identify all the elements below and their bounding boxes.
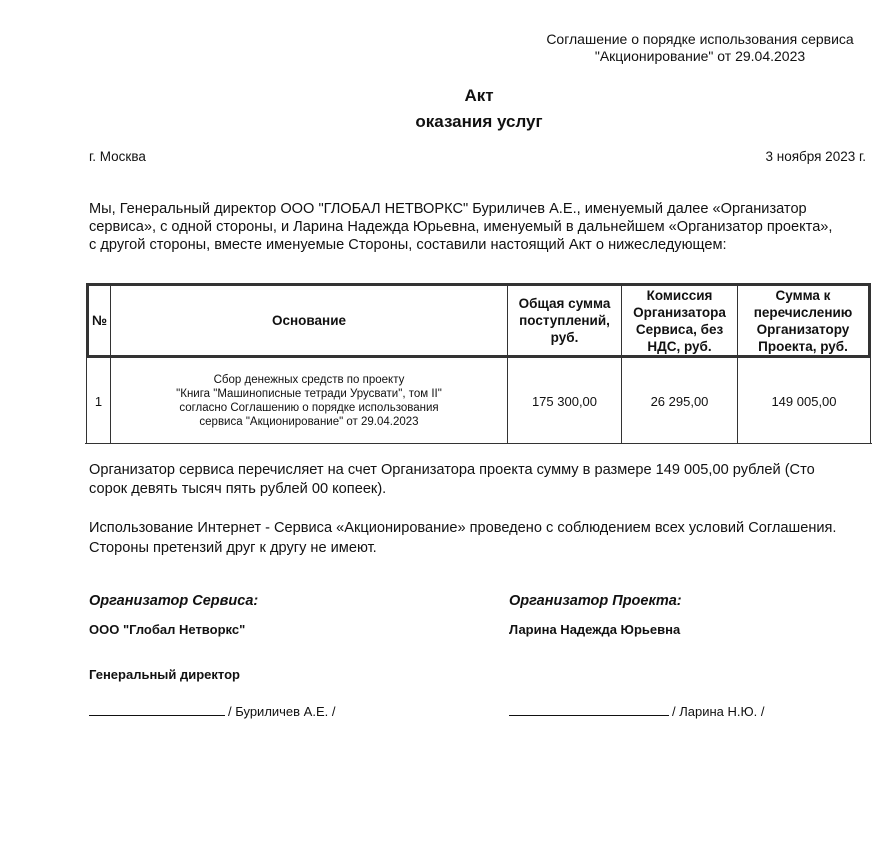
transfer-paragraph xyxy=(89,461,879,499)
agreement-reference-line1: Соглашение о порядке использования сервиса xyxy=(546,31,854,47)
header-line: поступлений, xyxy=(519,313,610,328)
row-total: 175 300,00 xyxy=(531,393,598,409)
agreement-reference-line2: "Акционирование" от 29.04.2023 xyxy=(594,48,806,64)
intro-line: с другой стороны, вместе именуемые Стороны, составили настоящий Акт о нижеследующем: xyxy=(89,237,727,253)
header-line: Организатора xyxy=(633,304,726,320)
service-organizer-heading: Организатор Сервиса: xyxy=(89,593,259,609)
paragraph-line: Организатор сервиса перечисляет на счет Организатора проекта сумму в размере 149 005,00 рублей (Сто xyxy=(89,462,815,478)
paragraph-line: сорок девять тысяч пять рублей 00 копеек). xyxy=(89,481,387,497)
document-place: г. Москва xyxy=(89,149,146,164)
intro-paragraph xyxy=(89,200,879,254)
column-header-basis: Основание xyxy=(272,313,346,328)
service-organizer-name: ООО "Глобал Нетворкс" xyxy=(89,622,246,637)
table-right-border xyxy=(870,358,871,444)
header-line: Сервиса, без xyxy=(635,321,724,337)
basis-line: сервиса "Акционирование" от 29.04.2023 xyxy=(199,416,419,428)
service-signer: / Буриличев А.Е. / xyxy=(228,704,336,719)
signature-blank xyxy=(89,702,225,716)
compliance-paragraph xyxy=(89,518,879,558)
header-line: перечислению xyxy=(753,304,853,320)
column-header-payout xyxy=(738,286,868,355)
header-line: руб. xyxy=(550,330,579,345)
header-line: Организатору xyxy=(756,321,850,337)
row-payout: 149 005,00 xyxy=(771,393,837,409)
column-header-total xyxy=(508,286,621,355)
project-signature-line xyxy=(509,702,764,719)
document-date: 3 ноября 2023 г. xyxy=(765,149,866,164)
service-organizer-position: Генеральный директор xyxy=(89,667,240,682)
intro-line: сервиса», с одной стороны, и Ларина Надежда Юрьевна, именуемый в дальнейшем «Организатор проекта», xyxy=(89,219,833,235)
header-line: Общая сумма xyxy=(518,296,611,311)
basis-line: согласно Соглашению о порядке использования xyxy=(179,402,439,414)
document-title: Акт xyxy=(464,86,494,105)
basis-line: Сбор денежных средств по проекту xyxy=(213,374,405,386)
header-line: Проекта, руб. xyxy=(758,338,848,354)
intro-line: Мы, Генеральный директор ООО "ГЛОБАЛ НЕТВОРКС" Буриличев А.Е., именуемый далее «Организатор xyxy=(89,201,807,217)
row-number: 1 xyxy=(94,393,103,409)
paragraph-line: Использование Интернет - Сервиса «Акционирование» проведено с соблюдением всех условий Соглашения. xyxy=(89,520,837,536)
signature-blank xyxy=(509,702,669,716)
project-organizer-name: Ларина Надежда Юрьевна xyxy=(509,622,681,637)
header-line: НДС, руб. xyxy=(647,338,712,354)
project-organizer-heading: Организатор Проекта: xyxy=(509,593,682,609)
paragraph-line: Стороны претензий друг к другу не имеют. xyxy=(89,540,377,556)
column-header-number: № xyxy=(91,313,108,328)
header-line: Сумма к xyxy=(775,287,831,303)
project-signer: / Ларина Н.Ю. / xyxy=(672,704,765,719)
agreement-reference xyxy=(520,31,880,65)
document-subtitle: оказания услуг xyxy=(415,112,543,131)
basis-line: "Книга "Машинописные тетради Урусвати", том II" xyxy=(176,388,442,400)
header-line: Комиссия xyxy=(646,287,713,303)
column-header-commission xyxy=(622,286,737,355)
row-basis xyxy=(111,358,507,444)
row-commission: 26 295,00 xyxy=(650,393,709,409)
service-signature-line xyxy=(89,702,335,719)
